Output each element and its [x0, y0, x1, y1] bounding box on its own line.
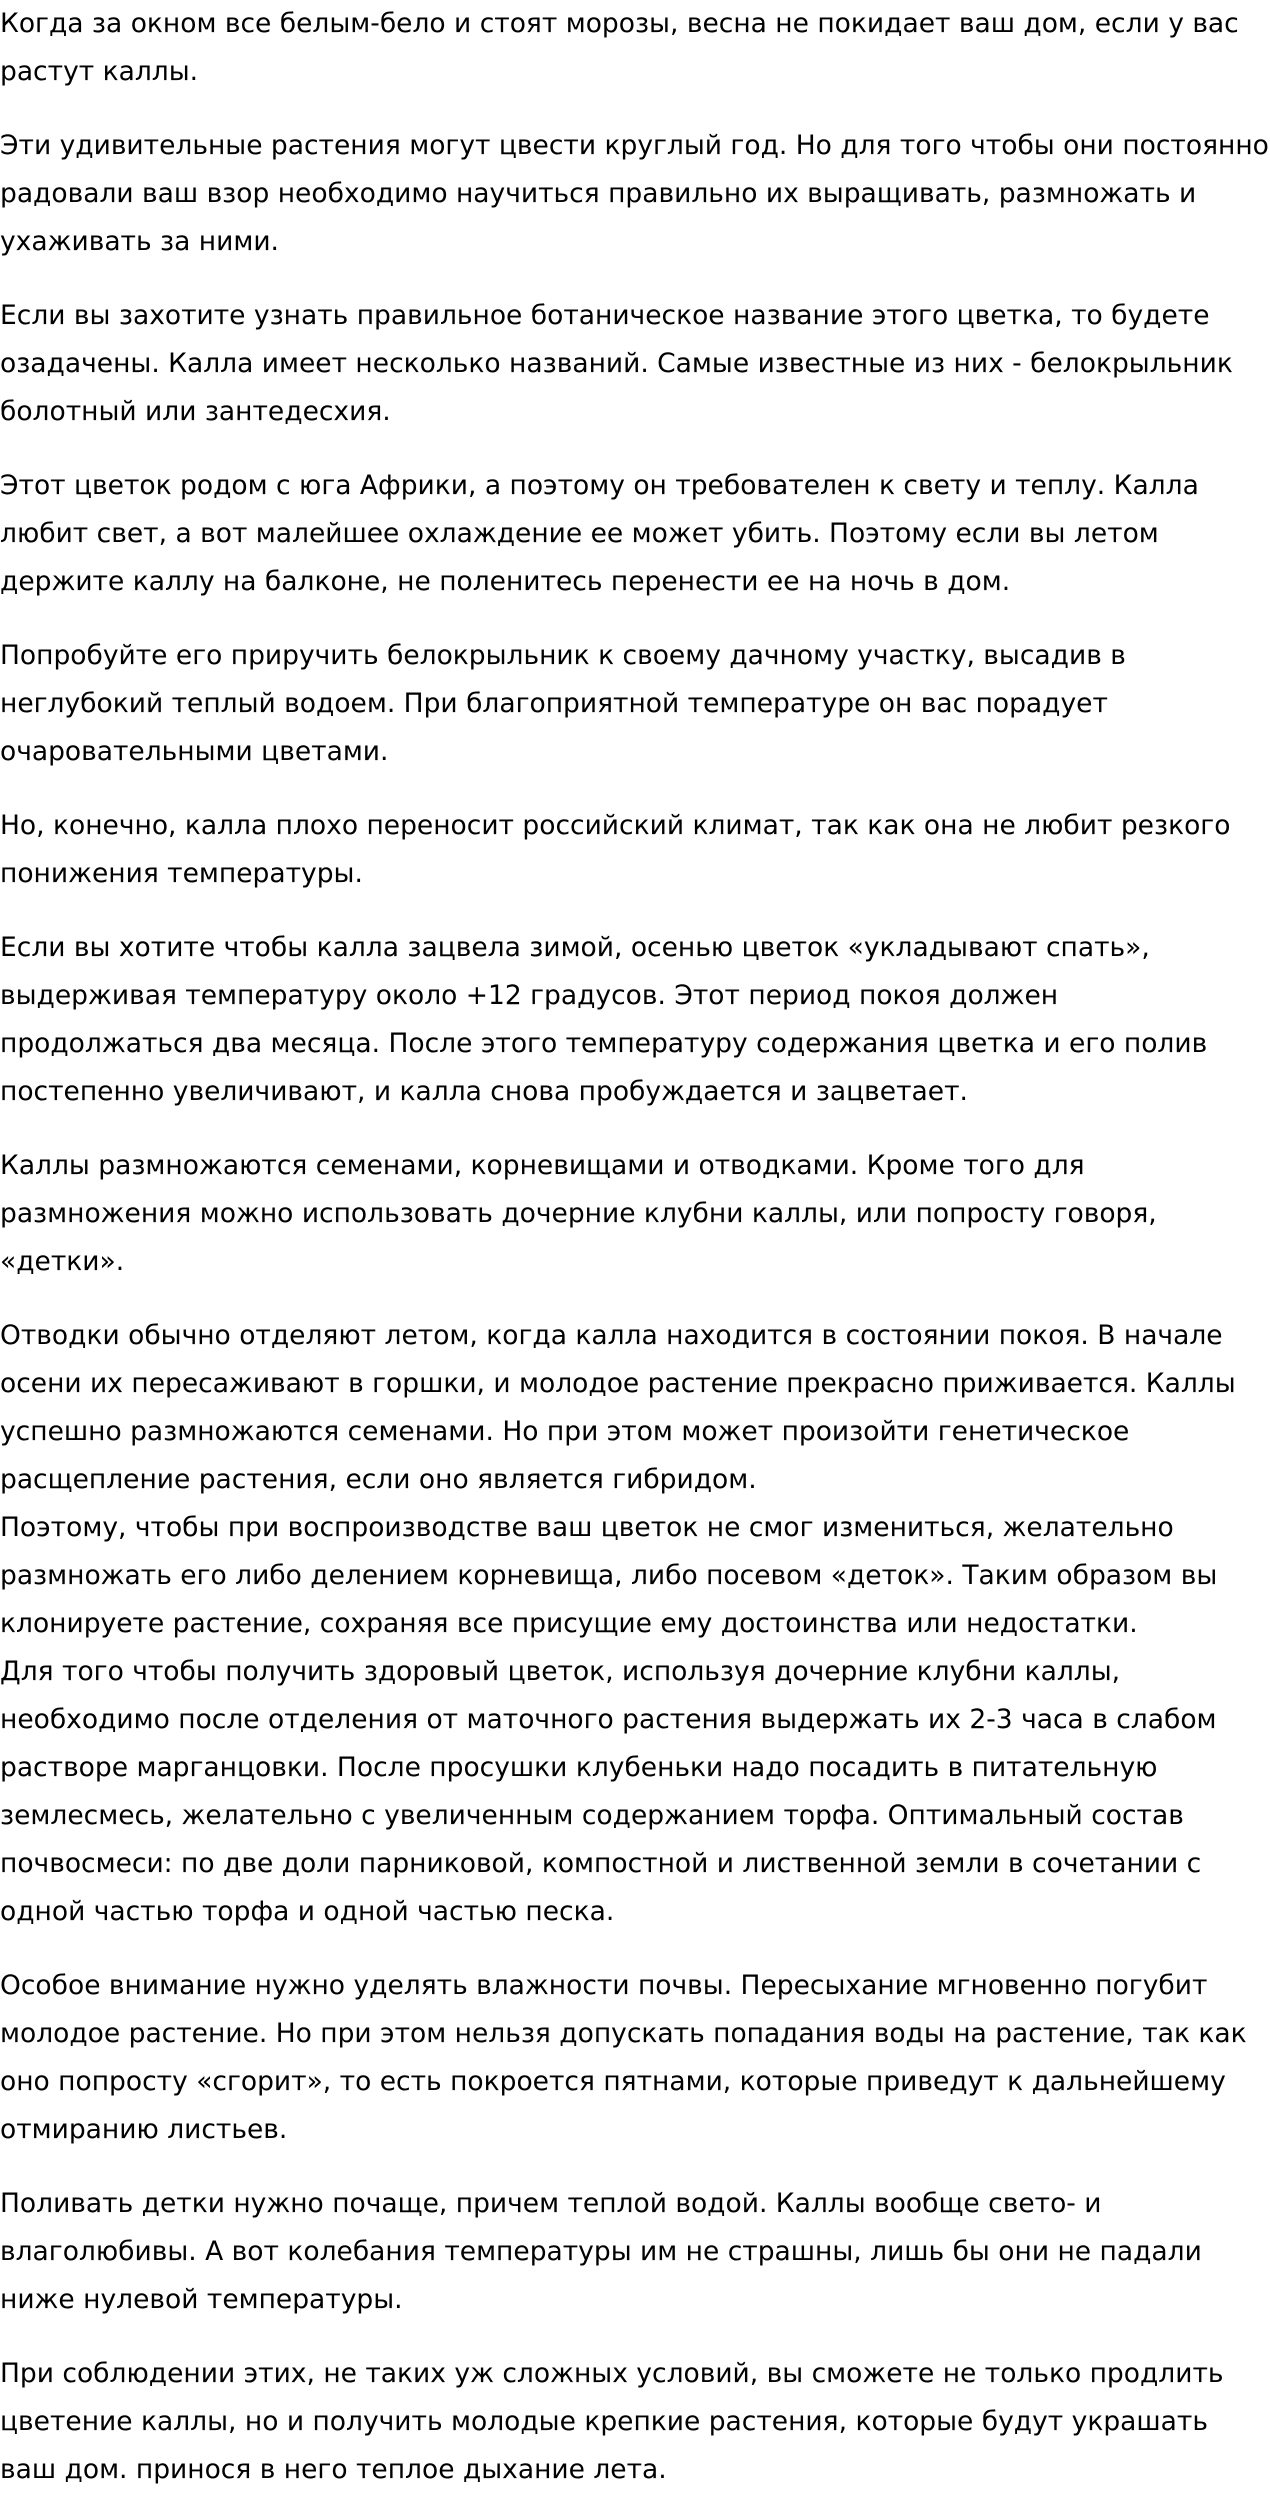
- paragraph-garden-pond: Попробуйте его приручить белокрыльник к своему дачному участку, высадив в неглубокий теплый водоем. При благоприятной температуре он вас порадует очаровательными цветами.: [0, 640, 1126, 767]
- paragraph-watering: Поливать детки нужно почаще, причем теплой водой. Каллы вообще свето- и влаголюбивы. А вот колебания температуры им не страшны, лишь бы они не падали ниже нулевой температуры.: [0, 2188, 1202, 2315]
- paragraph-year-round-bloom: Эти удивительные растения могут цвести круглый год. Но для того чтобы они постоянно радовали ваш взор необходимо научиться правильно их выращивать, размножать и ухаживать за ними.: [0, 130, 1269, 257]
- paragraph-cloning: Поэтому, чтобы при воспроизводстве ваш цветок не смог измениться, желательно размножать его либо делением корневища, либо посевом «деток». Таким образом вы клонируете растение, сохраняя все присущие ему достоинства или недостатки.: [0, 1512, 1218, 1639]
- paragraph-conclusion: При соблюдении этих, не таких уж сложных условий, вы сможете не только продлить цветение каллы, но и получить молодые крепкие растения, которые будут украшать ваш дом. принося в него теплое дыхание лета.: [0, 2358, 1224, 2485]
- paragraph-intro: Когда за окном все белым-бело и стоят морозы, весна не покидает ваш дом, если у вас растут каллы.: [0, 8, 1239, 87]
- paragraph-propagation: Каллы размножаются семенами, корневищами и отводками. Кроме того для размножения можно использовать дочерние клубни каллы, или попросту говоря, «детки».: [0, 1150, 1157, 1277]
- paragraph-tubers-soil: Для того чтобы получить здоровый цветок, используя дочерние клубни каллы, необходимо после отделения от маточного растения выдержать их 2-3 часа в слабом растворе марганцовки. После просушки клубеньки надо посадить в питательную землесмесь, желательно с увеличенным содержанием торфа. Оптимальный состав почвосмеси: по две доли парниковой, компостной и лиственной земли в сочетании с одной частью торфа и одной частью песка.: [0, 1656, 1217, 1927]
- paragraph-winter-bloom: Если вы хотите чтобы калла зацвела зимой, осенью цветок «укладывают спать», выдерживая температуру около +12 градусов. Этот период покоя должен продолжаться два месяца. После этого температуру содержания цветка и его полив постепенно увеличивают, и калла снова пробуждается и зацветает.: [0, 932, 1208, 1107]
- paragraph-botanical-name: Если вы захотите узнать правильное ботаническое название этого цветка, то будете озадачены. Калла имеет несколько названий. Самые известные из них - белокрыльник болотный или зантедесхия.: [0, 300, 1233, 427]
- paragraph-offsets: Отводки обычно отделяют летом, когда калла находится в состоянии покоя. В начале осени их пересаживают в горшки, и молодое растение прекрасно приживается. Каллы успешно размножаются семенами. Но при этом может произойти генетическое расщепление растения, если оно является гибридом.: [0, 1320, 1236, 1495]
- paragraph-russian-climate: Но, конечно, калла плохо переносит российский климат, так как она не любит резкого понижения температуры.: [0, 810, 1231, 889]
- paragraph-origin-africa: Этот цветок родом с юга Африки, а поэтому он требователен к свету и теплу. Калла любит свет, а вот малейшее охлаждение ее может убить. Поэтому если вы летом держите каллу на балконе, не поленитесь перенести ее на ночь в дом.: [0, 470, 1199, 597]
- paragraph-soil-moisture: Особое внимание нужно уделять влажности почвы. Пересыхание мгновенно погубит молодое растение. Но при этом нельзя допускать попадания воды на растение, так как оно попросту «сгорит», то есть покроется пятнами, которые приведут к дальнейшему отмиранию листьев.: [0, 1970, 1247, 2145]
